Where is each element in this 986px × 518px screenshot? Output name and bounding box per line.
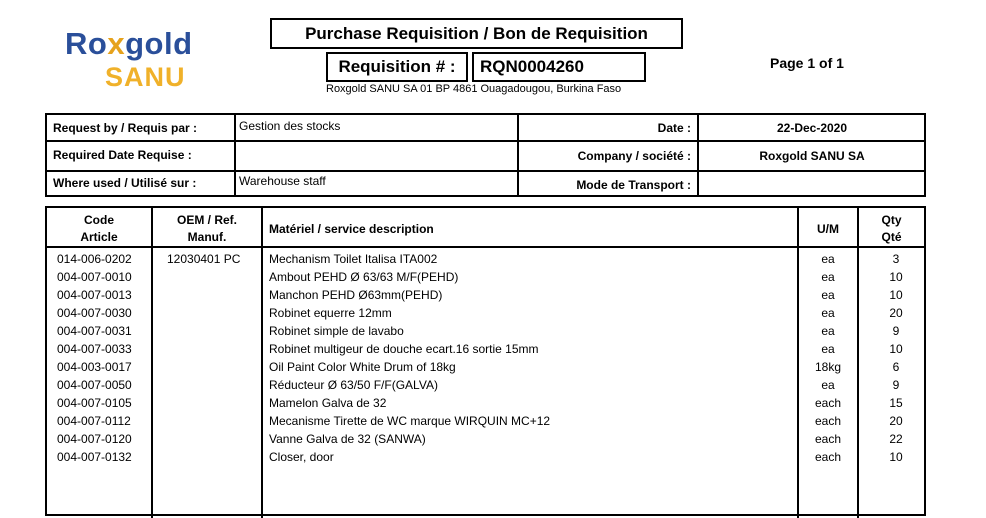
item-description: Oil Paint Color White Drum of 18kg xyxy=(269,360,456,374)
item-description: Closer, door xyxy=(269,450,334,464)
table-row xyxy=(47,252,924,270)
item-unit: ea xyxy=(821,378,835,392)
item-quantity: 20 xyxy=(889,306,903,320)
item-code: 004-007-0013 xyxy=(57,288,132,302)
item-code: 004-007-0120 xyxy=(57,432,132,446)
table-row xyxy=(47,324,924,342)
where-used-label: Where used / Utilisé sur : xyxy=(53,176,197,190)
page-indicator: Page 1 of 1 xyxy=(770,55,844,71)
item-code: 004-007-0112 xyxy=(57,414,131,428)
table-row xyxy=(47,360,924,378)
item-code: 004-007-0030 xyxy=(57,306,132,320)
item-quantity: 10 xyxy=(889,288,903,302)
table-row xyxy=(47,432,924,450)
requisition-info-grid xyxy=(45,113,926,197)
item-quantity: 6 xyxy=(892,360,900,374)
company-label: Company / société : xyxy=(577,149,691,163)
table-row xyxy=(47,450,924,468)
item-unit: ea xyxy=(821,306,835,320)
item-unit: each xyxy=(814,450,842,464)
item-description: Vanne Galva de 32 (SANWA) xyxy=(269,432,426,446)
item-quantity: 3 xyxy=(892,252,900,266)
item-unit: ea xyxy=(821,252,835,266)
table-row xyxy=(47,270,924,288)
item-unit: ea xyxy=(821,288,835,302)
item-description: Mecanisme Tirette de WC marque WIRQUIN MC+12 xyxy=(269,414,551,428)
item-quantity: 10 xyxy=(889,450,903,464)
company-address: Roxgold SANU SA 01 BP 4861 Ouagadougou, Burkina Faso xyxy=(326,83,622,95)
column-header-description: Matériel / service description xyxy=(269,222,434,236)
item-quantity: 22 xyxy=(889,432,903,446)
requisition-number: RQN0004260 xyxy=(472,52,646,82)
item-description: Réducteur Ø 63/50 F/F(GALVA) xyxy=(269,378,438,392)
item-description: Ambout PEHD Ø 63/63 M/F(PEHD) xyxy=(269,270,459,284)
item-code: 004-007-0031 xyxy=(57,324,132,338)
logo-wordmark: Roxgold xyxy=(65,26,193,61)
item-quantity: 10 xyxy=(889,270,903,284)
item-description: Manchon PEHD Ø63mm(PEHD) xyxy=(269,288,443,302)
item-code: 004-003-0017 xyxy=(57,360,132,374)
item-code: 004-007-0050 xyxy=(57,378,132,392)
table-row xyxy=(47,414,924,432)
item-unit: each xyxy=(814,396,842,410)
where-used-value: Warehouse staff xyxy=(239,174,326,188)
item-description: Robinet equerre 12mm xyxy=(269,306,392,320)
item-quantity: 15 xyxy=(889,396,903,410)
item-quantity: 20 xyxy=(889,414,903,428)
required-date-label: Required Date Requise : xyxy=(53,148,192,162)
item-code: 004-007-0010 xyxy=(57,270,132,284)
document-title: Purchase Requisition / Bon de Requisition xyxy=(270,18,683,49)
logo-subtext: SANU xyxy=(105,62,186,92)
transport-label: Mode de Transport : xyxy=(576,178,691,192)
item-description: Robinet simple de lavabo xyxy=(269,324,404,338)
item-code: 004-007-0132 xyxy=(57,450,132,464)
table-row xyxy=(47,306,924,324)
column-header-code: Code Article xyxy=(80,213,118,244)
item-description: Mamelon Galva de 32 xyxy=(269,396,387,410)
item-quantity: 10 xyxy=(889,342,903,356)
table-row xyxy=(47,378,924,396)
table-row xyxy=(47,396,924,414)
item-code: 004-007-0033 xyxy=(57,342,132,356)
date-value: 22-Dec-2020 xyxy=(776,121,848,135)
item-quantity: 9 xyxy=(892,324,900,338)
item-description: Mechanism Toilet Italisa ITA002 xyxy=(269,252,438,266)
item-unit: 18kg xyxy=(814,360,842,374)
item-code: 014-006-0202 xyxy=(57,252,132,266)
item-unit: ea xyxy=(821,342,835,356)
company-value: Roxgold SANU SA xyxy=(759,149,865,163)
item-code: 004-007-0105 xyxy=(57,396,132,410)
requisition-label: Requisition # : xyxy=(326,52,468,82)
item-description: Robinet multigeur de douche ecart.16 sortie 15mm xyxy=(269,342,539,356)
item-unit: ea xyxy=(821,324,835,338)
item-unit: each xyxy=(814,432,842,446)
request-by-value: Gestion des stocks xyxy=(239,119,341,133)
request-by-label: Request by / Requis par : xyxy=(53,121,198,135)
items-table xyxy=(45,206,926,516)
table-row xyxy=(47,342,924,360)
item-unit: each xyxy=(814,414,842,428)
item-oem-ref: 12030401 PC xyxy=(167,252,241,266)
table-row xyxy=(47,288,924,306)
column-header-oem: OEM / Ref. Manuf. xyxy=(176,213,237,244)
company-logo xyxy=(50,22,228,98)
item-unit: ea xyxy=(821,270,835,284)
item-quantity: 9 xyxy=(892,378,900,392)
column-header-um: U/M xyxy=(817,222,839,236)
date-label: Date : xyxy=(657,121,691,135)
column-header-qty: Qty Qté xyxy=(881,213,902,244)
